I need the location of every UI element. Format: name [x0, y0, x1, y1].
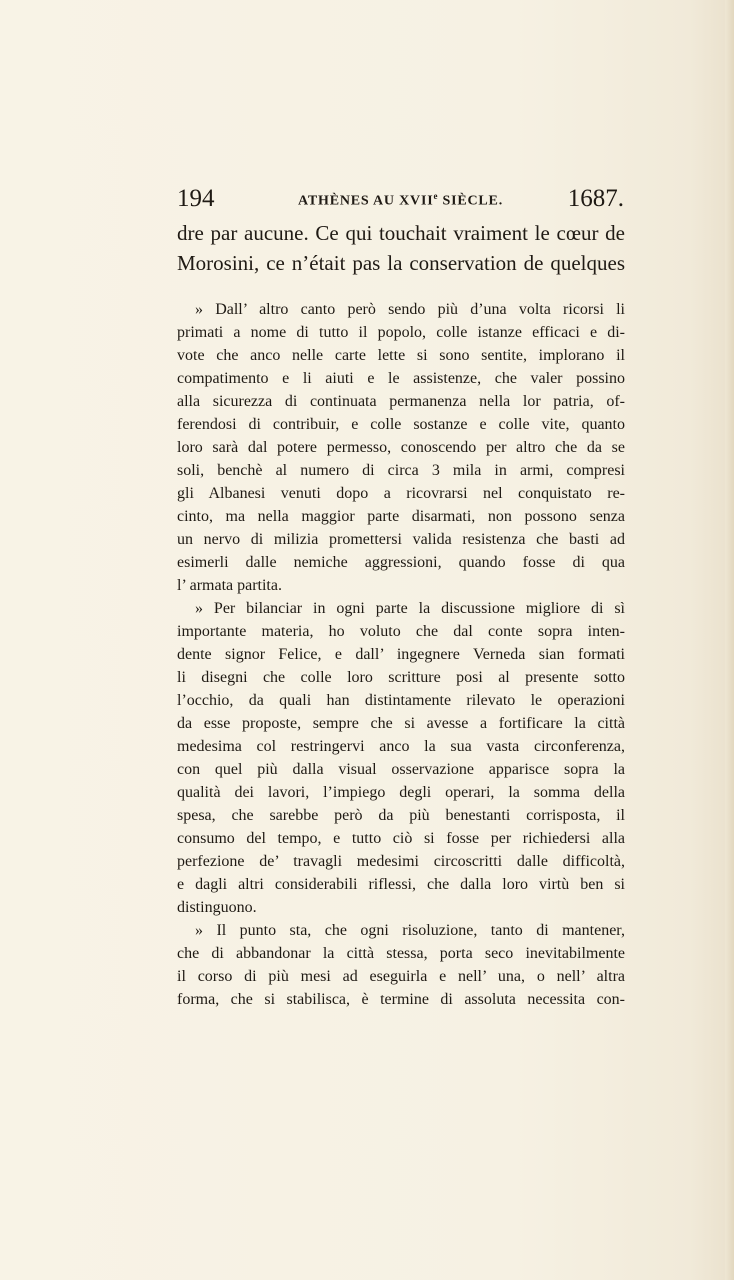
quote-line: ferendosi di contribuir, e colle sostanze e colle vite, quanto — [177, 416, 625, 433]
running-title-main: ATHÈNES AU XVII — [298, 193, 434, 209]
quote-line: » Per bilanciar in ogni parte la discussione migliore di sì — [195, 600, 625, 617]
quote-line: alla sicurezza di continuata permanenza nella lor patria, of- — [177, 393, 625, 410]
quote-line: da esse proposte, sempre che si avesse a fortificare la città — [177, 715, 625, 732]
quote-line: distinguono. — [177, 899, 257, 916]
quote-line: e dagli altri considerabili riflessi, che dalla loro virtù ben si — [177, 876, 625, 893]
quote-line: loro sarà dal potere permesso, conoscendo per altro che da se — [177, 439, 625, 456]
running-title — [177, 191, 624, 210]
text-line: dre par aucune. Ce qui touchait vraiment le cœur de — [177, 221, 625, 245]
running-title-end: SIÈCLE. — [438, 193, 503, 209]
quote-line: esimerli dalle nemiche aggressioni, quando fosse di qua — [177, 554, 625, 571]
quote-line: importante materia, ho voluto che dal conte sopra inten- — [177, 623, 625, 640]
page-number: 194 — [177, 185, 215, 212]
quote-line: vote che anco nelle carte lette si sono sentite, implorano il — [177, 347, 625, 364]
quote-line: l’occhio, da quali han distintamente rilevato le operazioni — [177, 692, 625, 709]
year-marker: 1687. — [567, 185, 624, 212]
quote-line: spesa, che sarebbe però da più benestanti corrisposta, il — [177, 807, 625, 824]
quote-line: consumo del tempo, e tutto ciò si fosse per richiedersi alla — [177, 830, 625, 847]
quote-line: dente signor Felice, e dall’ ingegnere Verneda sian formati — [177, 646, 625, 663]
quote-line: forma, che si stabilisca, è termine di assoluta necessita con- — [177, 991, 625, 1008]
quote-line: primati a nome di tutto il popolo, colle istanze efficaci e di- — [177, 324, 625, 341]
running-title-superscript: e — [433, 191, 439, 201]
page-edge — [725, 0, 734, 1280]
quote-line: » Dall’ altro canto però sendo più d’una volta ricorsi li — [195, 301, 625, 318]
quote-line: soli, benchè al numero di circa 3 mila in armi, compresi — [177, 462, 625, 479]
quote-line: l’ armata partita. — [177, 577, 282, 594]
quote-line: cinto, ma nella maggior parte disarmati, non possono senza — [177, 508, 625, 525]
running-head — [177, 184, 624, 218]
quote-line: gli Albanesi venuti dopo a ricovrarsi nel conquistato re- — [177, 485, 625, 502]
quote-line: un nervo di milizia promettersi valida resistenza che basti ad — [177, 531, 625, 548]
main-text — [177, 218, 625, 278]
quote-line: il corso di più mesi ad eseguirla e nell’ una, o nell’ altra — [177, 968, 625, 985]
quote-line: medesima col restringervi anco la sua vasta circonferenza, — [177, 738, 625, 755]
quote-line: con quel più dalla visual osservazione apparisce sopra la — [177, 761, 625, 778]
text-line: Morosini, ce n’était pas la conservation de quelques — [177, 251, 625, 275]
quote-line: che di abbandonar la città stessa, porta seco inevitabilmente — [177, 945, 625, 962]
quote-line: » Il punto sta, che ogni risoluzione, tanto di mantener, — [195, 922, 625, 939]
quote-line: li disegni che colle loro scritture posi al presente sotto — [177, 669, 625, 686]
quote-line: compatimento e li aiuti e le assistenze, che valer possino — [177, 370, 625, 387]
quote-line: qualità dei lavori, l’impiego degli operari, la somma della — [177, 784, 625, 801]
quoted-passage — [177, 298, 625, 1011]
quote-line: perfezione de’ travagli medesimi circoscritti dalle difficoltà, — [177, 853, 625, 870]
